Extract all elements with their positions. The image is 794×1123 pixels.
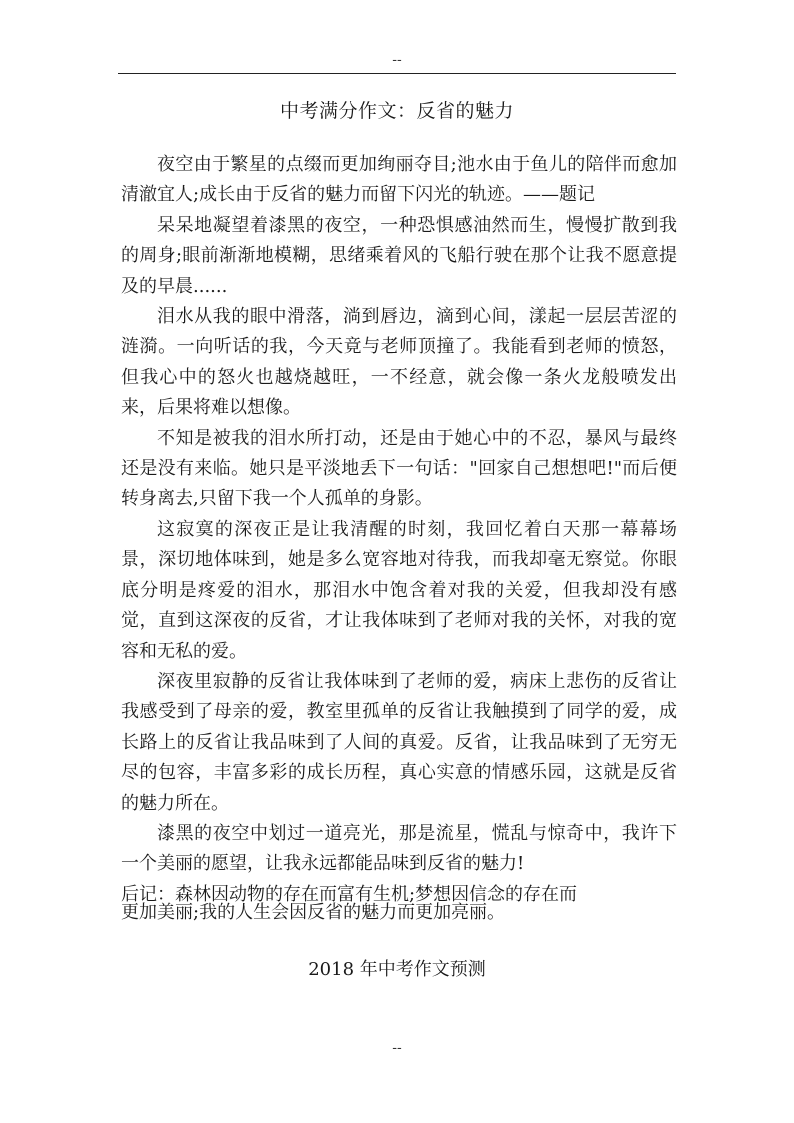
essay-paragraph: 深夜里寂静的反省让我体味到了老师的爱，病床上悲伤的反省让我感受到了母亲的爱，教室里孤单的反省让我触摸到了同学的爱，成长路上的反省让我品味到了人间的真爱。反省，让我品味到了无穷无尽的包容，丰富多彩的成长历程，真心实意的情感乐园，这就是反省的魅力所在。 [121,670,677,814]
essay-paragraph: 呆呆地凝望着漆黑的夜空，一种恐惧感油然而生，慢慢扩散到我的周身;眼前渐渐地模糊，思绪乘着风的飞船行驶在那个让我不愿意提及的早晨...... [121,214,677,297]
footer-mark: -- [392,1040,402,1056]
essay-title: 中考满分作文：反省的魅力 [279,100,514,122]
header-mark: -- [392,52,402,68]
essay-paragraph: 不知是被我的泪水所打动，还是由于她心中的不忍，暴风与最终还是没有来临。她只是平淡地丢下一句话："回家自己想想吧!"而后便转身离去,只留下我一个人孤单的身影。 [121,427,677,510]
essay-closing-line: 更加美丽;我的人生会因反省的魅力而更加亮丽。 [121,902,506,923]
essay-body [121,150,677,910]
essay-paragraph: 漆黑的夜空中划过一道亮光，那是流星，慌乱与惊奇中，我许下一个美丽的愿望，让我永远都能品味到反省的魅力! [121,822,677,875]
essay-paragraph-epigraph: 夜空由于繁星的点缀而更加绚丽夺目;池水由于鱼儿的陪伴而愈加清澈宜人;成长由于反省的魅力而留下闪光的轨迹。——题记 [121,154,677,206]
essay-paragraph: 这寂寞的深夜正是让我清醒的时刻，我回忆着白天那一幕幕场景，深切地体味到，她是多么宽容地对待我，而我却毫无察觉。你眼底分明是疼爱的泪水，那泪水中饱含着对我的关爱，但我却没有感觉，直到这深夜的反省，才让我体味到了老师对我的关怀，对我的宽容和无私的爱。 [121,518,677,662]
header-rule [118,73,676,74]
footer-title: 2018 年中考作文预测 [308,959,486,980]
essay-afterword: 后记：森林因动物的存在而富有生机;梦想因信念的存在而 [121,883,578,905]
essay-paragraph: 泪水从我的眼中滑落，淌到唇边，滴到心间，漾起一层层苦涩的涟漪。一向听话的我，今天竟与老师顶撞了。我能看到老师的愤怒，但我心中的怒火也越烧越旺，一不经意，就会像一条火龙般喷发出来，后果将难以想像。 [121,306,677,419]
